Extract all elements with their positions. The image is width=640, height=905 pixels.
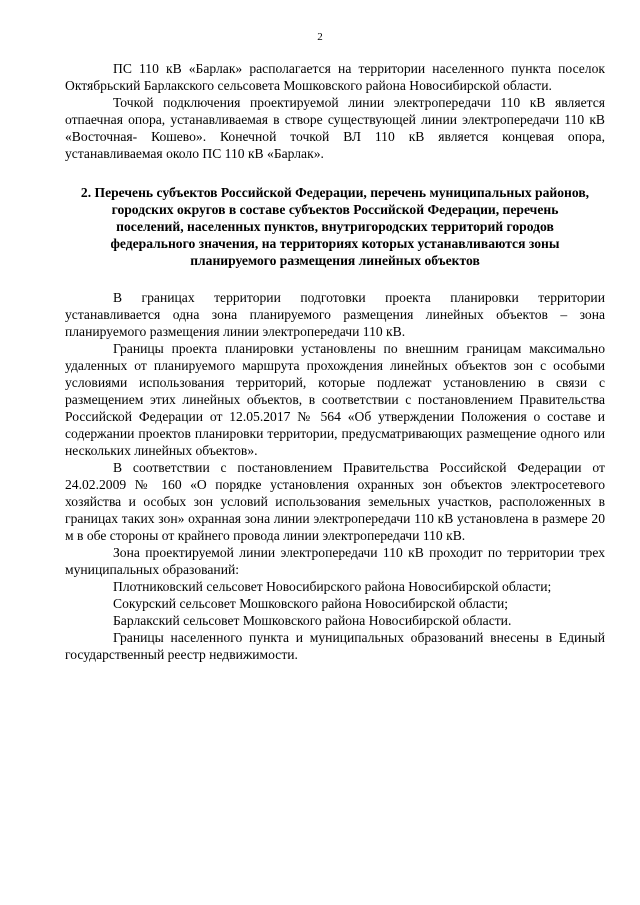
intro-paragraph-connection-point: Точкой подключения проектируемой линии электропередачи 110 кВ является отпаечная опора, устанавливаемая в створе существующей линии электропередачи 110 кВ «Восточная- Кошево». Конечной точкой ВЛ 110 кВ является концевая опора, устанавливаемая около ПС 110 кВ «Барлак».: [65, 95, 605, 161]
municipality-item: Сокурский сельсовет Мошковского района Новосибирской области;: [113, 596, 509, 611]
intro-paragraph-substation: ПС 110 кВ «Барлак» располагается на территории населенного пункта поселок Октябрьский Барлакского сельсовета Мошковского района Новосибирской области.: [65, 61, 605, 93]
section-heading: 2. Перечень субъектов Российской Федерации, перечень муниципальных районов, городских округов в составе субъектов Российской Федерации, перечень поселений, населенных пунктов, внутригородских территорий городов федерального значения, на территориях которых устанавливаются зоны планируемого размещения линейных объектов: [80, 185, 590, 268]
paragraph-municipalities: Зона проектируемой линии электропередачи 110 кВ проходит по территории трех муниципальных образований:: [65, 545, 605, 577]
page-number: 2: [317, 31, 323, 43]
paragraph-protection-zone: В соответствии с постановлением Правительства Российской Федерации от 24.02.2009 № 160 «О порядке установления охранных зон объектов электросетевого хозяйства и особых зон условий использования земельных участков, расположенных в границах таких зон» охранная зона линии электропередачи 110 кВ установлена в размере 20 м в обе стороны от крайнего провода линии электропередачи 110 кВ.: [65, 460, 605, 543]
paragraph-zone: В границах территории подготовки проекта планировки территории устанавливается одна зона планируемого размещения линейных объектов – зона планируемого размещения линии электропередачи 110 кВ.: [65, 290, 605, 339]
paragraph-registry: Границы населенного пункта и муниципальных образований внесены в Единый государственный реестр недвижимости.: [65, 630, 605, 662]
paragraph-boundaries: Границы проекта планировки установлены по внешним границам максимально удаленных от планируемого маршрута прохождения линейных объектов зон с особыми условиями использования территорий, которые подлежат установлению в связи с размещением этих линейных объектов, в соответствии с постановлением Правительства Российской Федерации от 12.05.2017 № 564 «Об утверждении Положения о составе и содержании проектов планировки территории, предусматривающих размещение одного или нескольких линейных объектов».: [65, 341, 605, 458]
document-body: [65, 60, 605, 663]
municipality-item: Барлакский сельсовет Мошковского района Новосибирской области.: [113, 613, 512, 628]
municipality-item: Плотниковский сельсовет Новосибирского района Новосибирской области;: [113, 579, 552, 594]
